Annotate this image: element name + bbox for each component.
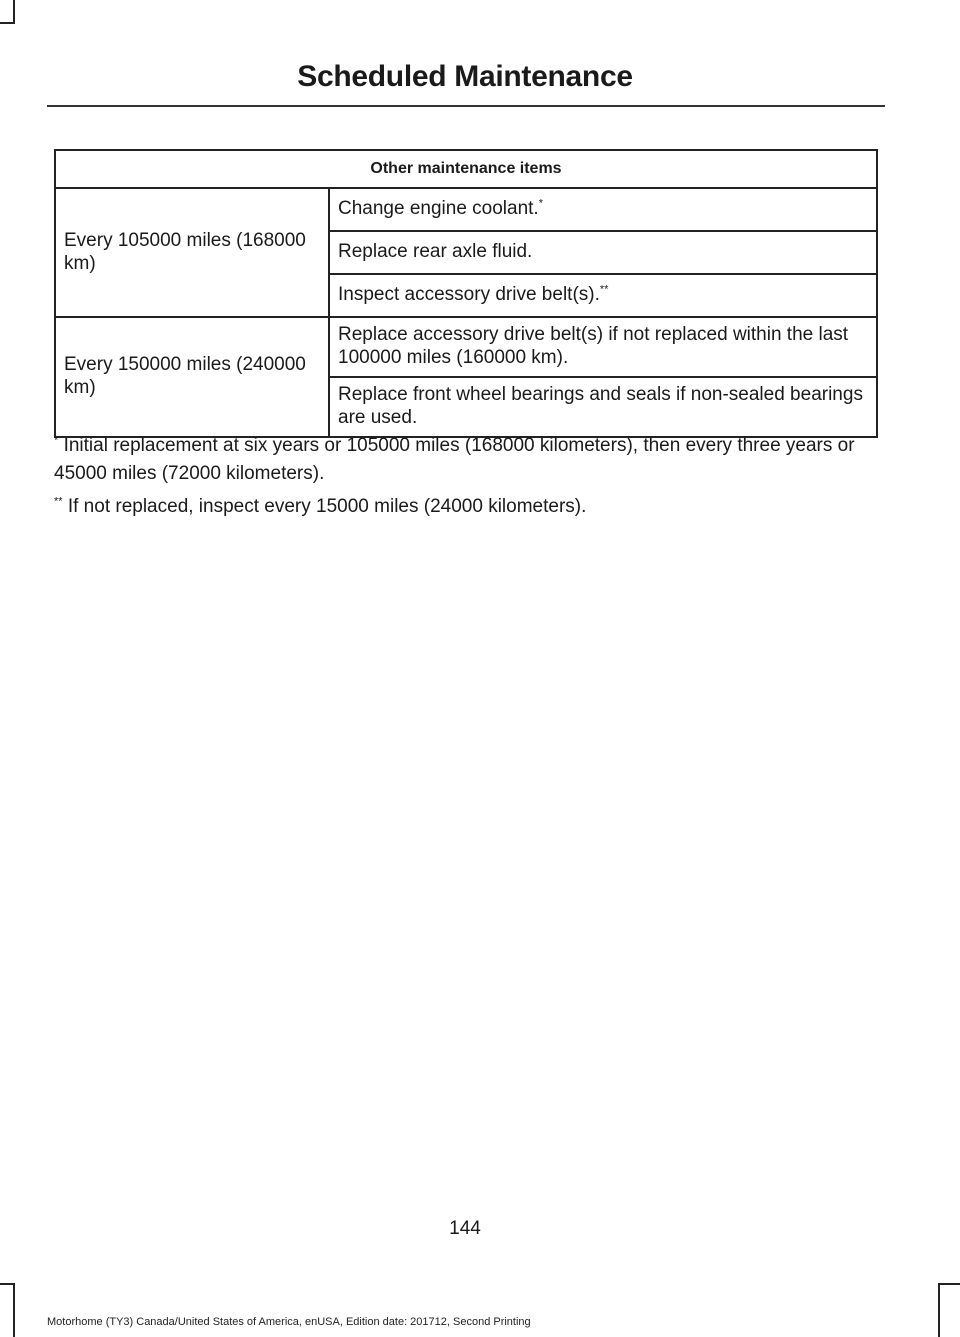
footnote <box>54 432 884 487</box>
crop-mark <box>0 22 15 24</box>
footnote-marker: ** <box>599 283 609 296</box>
item-text: Replace front wheel bearings and seals if non-sealed bearings are used. <box>338 384 863 428</box>
item-cell <box>329 377 877 437</box>
footnote <box>54 493 884 521</box>
footnote-marker: ** <box>54 495 63 508</box>
item-text: Inspect accessory drive belt(s). <box>338 284 600 306</box>
interval-cell: Every 150000 miles (240000 km) <box>55 317 329 437</box>
item-cell <box>329 231 877 274</box>
maintenance-table <box>54 149 878 438</box>
crop-mark <box>938 1283 960 1285</box>
title-divider <box>47 105 885 107</box>
page-number: 144 <box>449 1218 481 1239</box>
crop-mark <box>13 0 15 22</box>
table-heading: Other maintenance items <box>55 150 877 188</box>
interval-cell: Every 105000 miles (168000 km) <box>55 188 329 317</box>
item-text: Replace accessory drive belt(s) if not replaced within the last 100000 miles (160000 km). <box>338 324 849 368</box>
crop-mark <box>0 1283 15 1285</box>
table-header-row <box>55 150 877 188</box>
item-cell <box>329 274 877 317</box>
item-text: Replace rear axle fluid. <box>338 241 533 263</box>
table-row <box>55 317 877 377</box>
footnote-text: If not replaced, inspect every 15000 miles (24000 kilometers). <box>67 496 587 518</box>
footnote-text: Initial replacement at six years or 105000 miles (168000 kilometers), then every three years or 45000 miles (72000 kilometers). <box>54 435 855 484</box>
footnote-marker: * <box>538 197 543 210</box>
item-cell <box>329 317 877 377</box>
footnote-marker: * <box>54 434 59 447</box>
page-title: Scheduled Maintenance <box>297 60 633 93</box>
table-row <box>55 188 877 231</box>
item-cell <box>329 188 877 231</box>
crop-mark <box>13 1283 15 1337</box>
item-text: Change engine coolant. <box>338 198 539 220</box>
crop-mark <box>938 1283 940 1337</box>
footnotes <box>54 432 884 527</box>
footer-text: Motorhome (TY3) Canada/United States of America, enUSA, Edition date: 201712, Second Printing <box>47 1316 531 1328</box>
